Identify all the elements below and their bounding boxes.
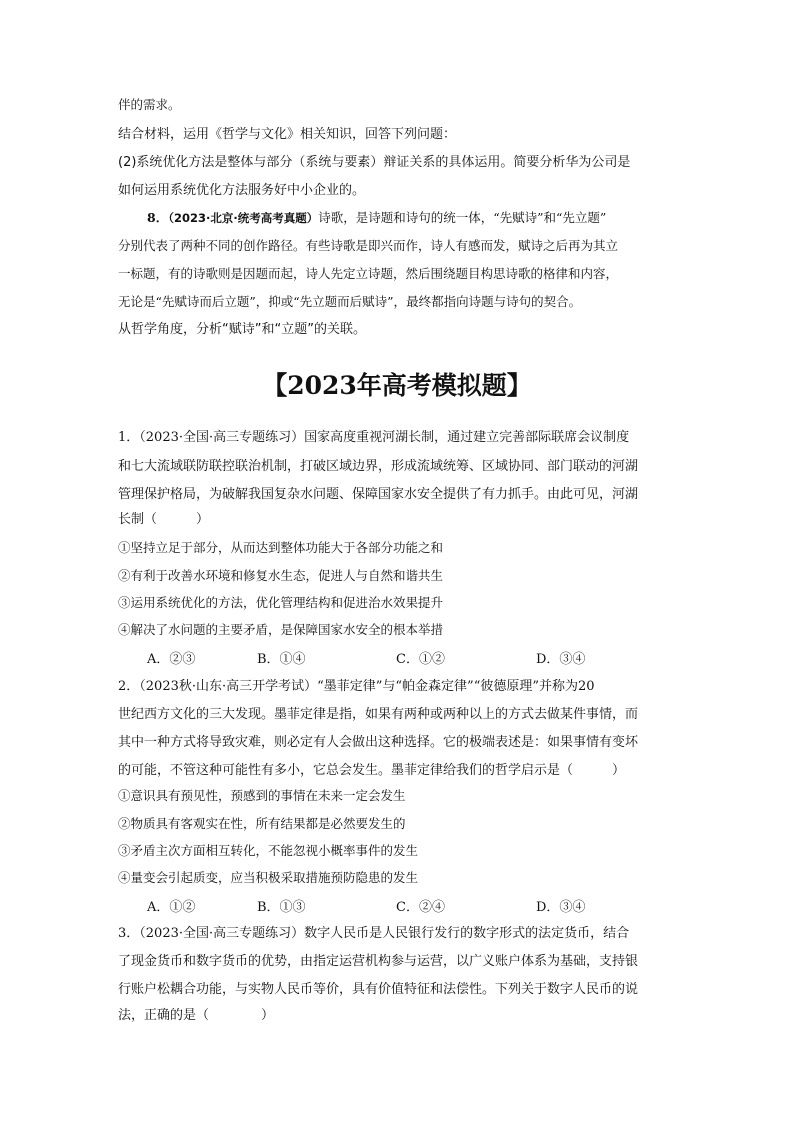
question-2-line: 2．（2023秋·山东·高三开学考试）“墨菲定律”与“帕金森定律”“彼德原理”并称为20 xyxy=(118,679,595,694)
question-3-line: 3．（2023·全国·高三专题练习）数字人民币是人民银行发行的数字形式的法定货币，结合 xyxy=(118,926,630,941)
question-1-line: 1．（2023·全国·高三专题练习）国家高度重视河湖长制，通过建立完善部际联席会议制度 xyxy=(118,430,630,445)
text-line: 一标题，有的诗歌则是因题而起，诗人先定立诗题，然后围绕题目构思诗歌的格律和内容， xyxy=(118,266,619,281)
question-1-line: 长制（ ） xyxy=(118,512,210,527)
choice-d[interactable]: D．③④ xyxy=(536,652,586,667)
question-prompt: 从哲学角度，分析“赋诗”和“立题”的关联。 xyxy=(118,322,366,337)
option-item: ②有利于改善水环境和修复水生态，促进人与自然和谐共生 xyxy=(118,568,444,583)
choice-b[interactable]: B．①③ xyxy=(257,900,306,915)
question-1-line: 管理保护格局，为破解我国复杂水问题、保障国家水安全提供了有力抓手。由此可见，河湖 xyxy=(118,487,639,502)
question-number: 8． xyxy=(147,210,169,225)
text-line: 结合材料，运用《哲学与文化》相关知识，回答下列问题： xyxy=(118,127,457,142)
choice-d[interactable]: D．③④ xyxy=(536,900,586,915)
question-3-line: 行账户松耦合功能，与实物人民币等价，具有价值特征和法偿性。下列关于数字人民币的说 xyxy=(118,982,639,997)
question-2-line: 的可能，不管这种可能性有多小，它总会发生。墨菲定律给我们的哲学启示是（ ） xyxy=(118,763,626,778)
text-line: 分别代表了两种不同的创作路径。有些诗歌是即兴而作，诗人有感而发，赋诗之后再为其立 xyxy=(118,238,619,253)
question-text: 诗歌，是诗题和诗句的统一体，“先赋诗”和“先立题” xyxy=(318,210,607,225)
question-1-line: 和七大流域联防联控联治机制，打破区域边界，形成流域统筹、区域协同、部门联动的河湖 xyxy=(118,459,639,474)
option-item: ②物质具有客观实在性，所有结果都是必然要发生的 xyxy=(118,816,406,831)
choice-c[interactable]: C．②④ xyxy=(396,900,445,915)
question-2-line: 世纪西方文化的三大发现。墨菲定律是指，如果有两种或两种以上的方式去做某件事情，而 xyxy=(118,707,639,722)
choice-b[interactable]: B．①④ xyxy=(257,652,306,667)
text-line: (2)系统优化方法是整体与部分（系统与要素）辩证关系的具体运用。简要分析华为公司是 xyxy=(118,155,631,170)
option-item: ①意识具有预见性，预感到的事情在未来一定会发生 xyxy=(118,788,406,803)
text-line: 如何运用系统优化方法服务好中小企业的。 xyxy=(118,183,366,198)
choice-c[interactable]: C．①② xyxy=(396,652,445,667)
choice-a[interactable]: A．②③ xyxy=(147,652,196,667)
question-2-line: 其中一种方式将导致灾难，则必定有人会做出这种选择。它的极端表述是：如果事情有变坏 xyxy=(118,735,639,750)
option-item: ④量变会引起质变，应当积极采取措施预防隐患的发生 xyxy=(118,870,419,885)
text-line: 无论是“先赋诗而后立题”，抑或“先立题而后赋诗”，最终都指向诗题与诗句的契合。 xyxy=(118,294,582,309)
text-line: 伴的需求。 xyxy=(118,97,181,112)
question-3-line: 了现金货币和数字货币的优势，由指定运营机构参与运营，以广义账户体系为基础，支持银 xyxy=(118,954,639,969)
option-item: ④解决了水问题的主要矛盾，是保障国家水安全的根本举措 xyxy=(118,622,444,637)
question-8-header xyxy=(147,208,707,226)
option-item: ③矛盾主次方面相互转化，不能忽视小概率事件的发生 xyxy=(118,843,419,858)
question-source: （2023·北京·统考高考真题） xyxy=(168,211,319,225)
option-item: ①坚持立足于部分，从而达到整体功能大于各部分功能之和 xyxy=(118,540,444,555)
choice-a[interactable]: A．①② xyxy=(147,900,196,915)
question-3-line: 法，正确的是（ ） xyxy=(118,1008,275,1023)
option-item: ③运用系统优化的方法，优化管理结构和促进治水效果提升 xyxy=(118,595,444,610)
section-title: 【2023年高考模拟题】 xyxy=(262,371,532,400)
